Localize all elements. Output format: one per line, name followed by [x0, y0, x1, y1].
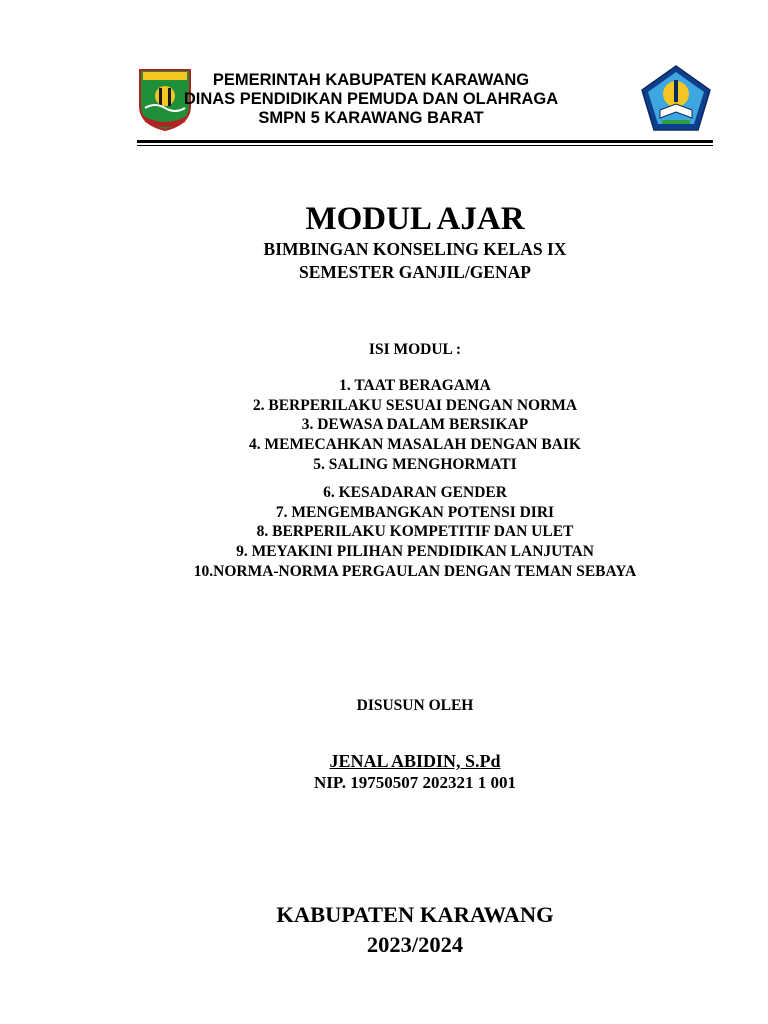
header-line-school: SMPN 5 KARAWANG BARAT [258, 109, 484, 127]
footer-academic-year: 2023/2024 [366, 932, 464, 957]
document-subtitle-semester: SEMESTER GANJIL/GENAP [299, 262, 531, 282]
module-item: 2. BERPERILAKU SESUAI DENGAN NORMA [252, 397, 578, 414]
prepared-by-label: DISUSUN OLEH [356, 697, 474, 714]
header-line-department: DINAS PENDIDIKAN PEMUDA DAN OLAHRAGA [183, 90, 559, 108]
module-item: 1. TAAT BERAGAMA [339, 377, 491, 394]
author-name-text: JENAL ABIDIN, S.Pd [329, 751, 501, 771]
module-item: 7. MENGEMBANGKAN POTENSI DIRI [275, 504, 555, 521]
module-item: 6. KESADARAN GENDER [323, 484, 507, 501]
module-item: 4. MEMECAHKAN MASALAH DENGAN BAIK [249, 436, 581, 453]
author-name [100, 750, 730, 772]
document-subtitle-class: BIMBINGAN KONSELING KELAS IX [263, 239, 567, 259]
module-contents-label: ISI MODUL : [368, 341, 462, 358]
author-nip: NIP. 19750507 202321 1 001 [314, 773, 516, 792]
module-item: 5. SALING MENGHORMATI [313, 456, 517, 473]
header-divider-thick [137, 140, 713, 143]
header-divider-thin [137, 145, 713, 146]
education-emblem-logo [640, 64, 712, 134]
module-item: 10.NORMA-NORMA PERGAULAN DENGAN TEMAN SEBAYA [193, 563, 637, 580]
module-item: 3. DEWASA DALAM BERSIKAP [301, 416, 529, 433]
module-item: 8. BERPERILAKU KOMPETITIF DAN ULET [256, 523, 574, 540]
document-title: MODUL AJAR [305, 201, 525, 237]
header-line-government: PEMERINTAH KABUPATEN KARAWANG [212, 71, 530, 89]
footer-regency: KABUPATEN KARAWANG [276, 902, 554, 927]
module-item: 9. MEYAKINI PILIHAN PENDIDIKAN LANJUTAN [236, 543, 594, 560]
